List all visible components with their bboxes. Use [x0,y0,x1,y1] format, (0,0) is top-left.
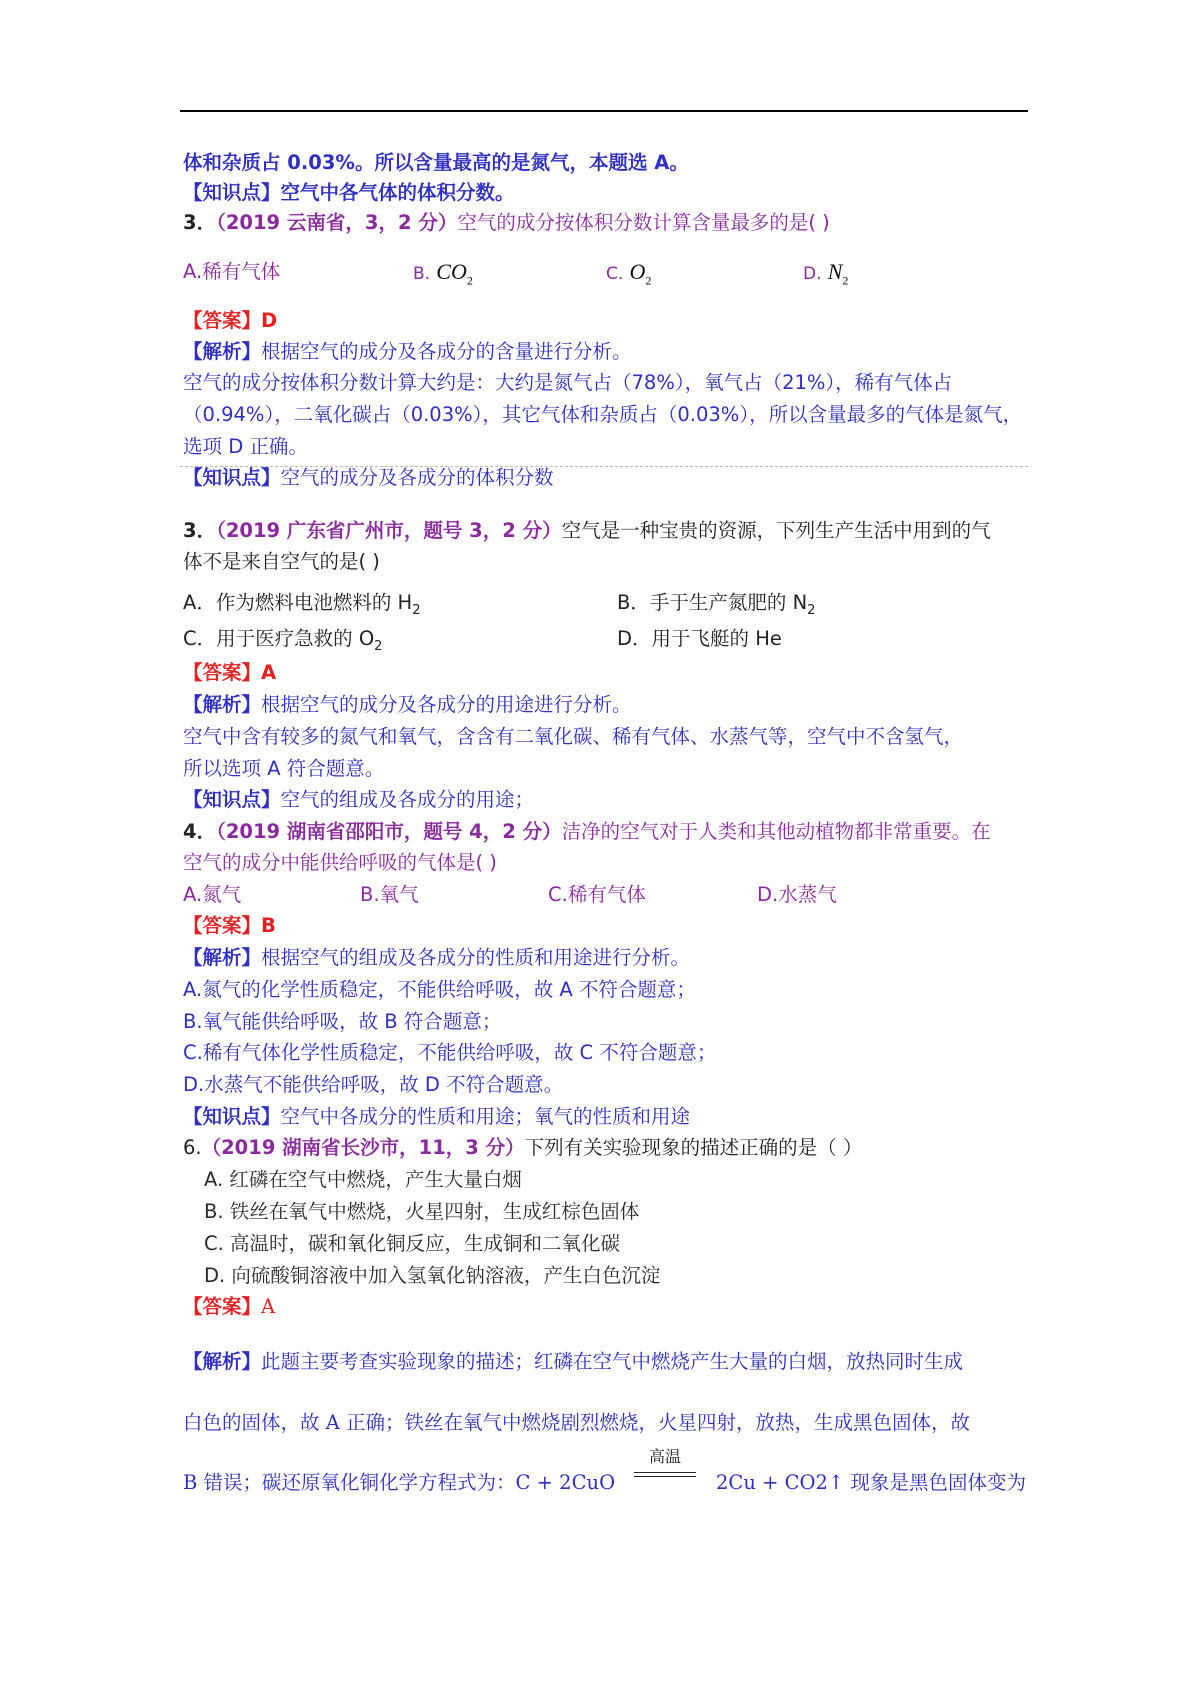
option-label: C. [606,264,624,284]
option-d: D.水蒸气 [757,883,837,906]
answer: 【答案】A [183,1295,276,1318]
knowledge-point [183,1102,690,1132]
text: 空气中各成分的性质和用途；氧气的性质和用途 [280,1105,691,1128]
analysis-line: （0.94%），二氧化碳占（0.03%），其它气体和杂质占（0.03%），所以含量最多的气体是氮气， [183,403,1023,426]
option-a: A.氮气 [183,883,242,906]
analysis [183,1347,963,1377]
question-source: （2019 湖南省邵阳市，题号 4，2 分） [216,820,562,843]
option-b: B．手于生产氮肥的 $N_2$ [617,591,816,618]
analysis [183,337,632,367]
option-d: D. 向硫酸铜溶液中加入氢氧化钠溶液，产生白色沉淀 [204,1264,661,1287]
answer: 【答案】B [183,914,276,937]
question-3-yunnan [183,208,830,238]
question-number: 3． [183,519,217,542]
analysis-line: C.稀有气体化学性质稳定，不能供给呼吸，故 C 不符合题意； [183,1041,717,1064]
question-text: 空气的成分按体积分数计算含量最多的是( ) [457,211,830,234]
question-source: （2019 湖南省长沙市，11，3 分） [201,1136,525,1159]
option-c [606,257,651,295]
question-text: 下列有关实验现象的描述正确的是（ ） [524,1136,863,1159]
analysis-line: 白色的固体，故 A 正确；铁丝在氧气中燃烧剧烈燃烧，火星四射，放热，生成黑色固体，故 [183,1411,970,1434]
option-d: D．用于飞艇的 He [617,627,782,650]
option-a: A.稀有气体 [183,260,281,283]
reaction-condition [634,1446,696,1477]
question-number: 6. [183,1136,202,1159]
question-3-guangzhou [183,516,991,546]
analysis-line: B.氧气能供给呼吸，故 B 符合题意； [183,1010,502,1033]
analysis-line: D.水蒸气不能供给呼吸，故 D 不符合题意。 [183,1073,564,1096]
text: 空气的组成及各成分的用途； [280,788,535,811]
knowledge-point [183,178,515,208]
analysis-line: 选项 D 正确。 [183,435,308,458]
question-text: 洁净的空气对于人类和其他动植物都非常重要。在 [561,820,991,843]
equals-bar [634,1472,696,1477]
question-source: （2019 云南省，3，2 分） [216,211,458,234]
formula-o2: $O_2$ [629,259,652,288]
text: 根据空气的组成及各成分的性质和用途进行分析。 [261,946,691,969]
analysis-line: B 错误；碳还原氧化铜化学方程式为：C + 2CuO [183,1471,616,1494]
option-label: D. [803,264,822,284]
text: 根据空气的成分及各成分的含量进行分析。 [261,340,632,363]
knowledge-point [183,463,554,493]
tag: 【解析】 [183,693,262,716]
question-6-changsha [183,1133,862,1163]
analysis-line-cont: 2Cu + CO2↑ 现象是黑色固体变为 [716,1471,1026,1494]
option-c: C. 高温时，碳和氧化铜反应，生成铜和二氧化碳 [204,1232,621,1255]
tag: 【知识点】 [183,1105,281,1128]
question-text-cont: 空气的成分中能供给呼吸的气体是( ) [183,851,497,874]
option-label: B. [413,264,431,284]
option-c: C．用于医疗急救的 $O_2$ [183,627,383,654]
tag: 【知识点】 [183,788,281,811]
question-number: 3． [183,211,217,234]
header-rule [180,110,1028,112]
tag: 【知识点】 [183,466,281,489]
tag: 【解析】 [183,1350,262,1373]
question-text: 空气是一种宝贵的资源，下列生产生活中用到的气 [561,519,991,542]
text: 此题主要考查实验现象的描述；红磷在空气中燃烧产生大量的白烟，放热同时生成 [261,1350,964,1373]
formula-n2: $N_2$ [827,259,849,288]
question-text-cont: 体不是来自空气的是( ) [183,550,380,573]
analysis-line: 所以选项 A 符合题意。 [183,757,385,780]
analysis [183,943,690,973]
text: 空气的成分及各成分的体积分数 [280,466,554,489]
analysis [183,690,632,720]
text: 空气中各气体的体积分数。 [280,181,515,204]
option-b [413,257,473,295]
option-a: A．作为燃料电池燃料的 $H_2$ [183,591,421,618]
answer: 【答案】D [183,309,278,332]
dashed-divider [180,466,1028,467]
question-number: 4． [183,820,217,843]
question-source: （2019 广东省广州市，题号 3，2 分） [216,519,562,542]
continuation-line: 体和杂质占 0.03%。所以含量最高的是氮气，本题选 A。 [183,151,689,174]
option-a: A. 红磷在空气中燃烧，产生大量白烟 [204,1168,522,1191]
formula-co2: $CO_2$ [436,259,473,288]
option-b: B. 铁丝在氧气中燃烧，火星四射，生成红棕色固体 [204,1200,640,1223]
analysis-line: 空气的成分按体积分数计算大约是：大约是氮气占（78%），氧气占（21%），稀有气体占 [183,371,953,394]
tag: 【知识点】 [183,181,281,204]
option-c: C.稀有气体 [548,883,646,906]
answer: 【答案】A [183,661,277,684]
tag: 【解析】 [183,946,262,969]
analysis-line: 空气中含有较多的氮气和氧气，含含有二氧化碳、稀有气体、水蒸气等，空气中不含氢气， [183,725,964,748]
option-d [803,257,848,295]
knowledge-point [183,785,534,815]
tag: 【解析】 [183,340,262,363]
condition-label: 高温 [648,1447,681,1466]
option-b: B.氧气 [360,883,419,906]
question-4-shaoyang [183,817,991,847]
analysis-line: A.氮气的化学性质稳定，不能供给呼吸，故 A 不符合题意； [183,978,696,1001]
text: 根据空气的成分及各成分的用途进行分析。 [261,693,632,716]
